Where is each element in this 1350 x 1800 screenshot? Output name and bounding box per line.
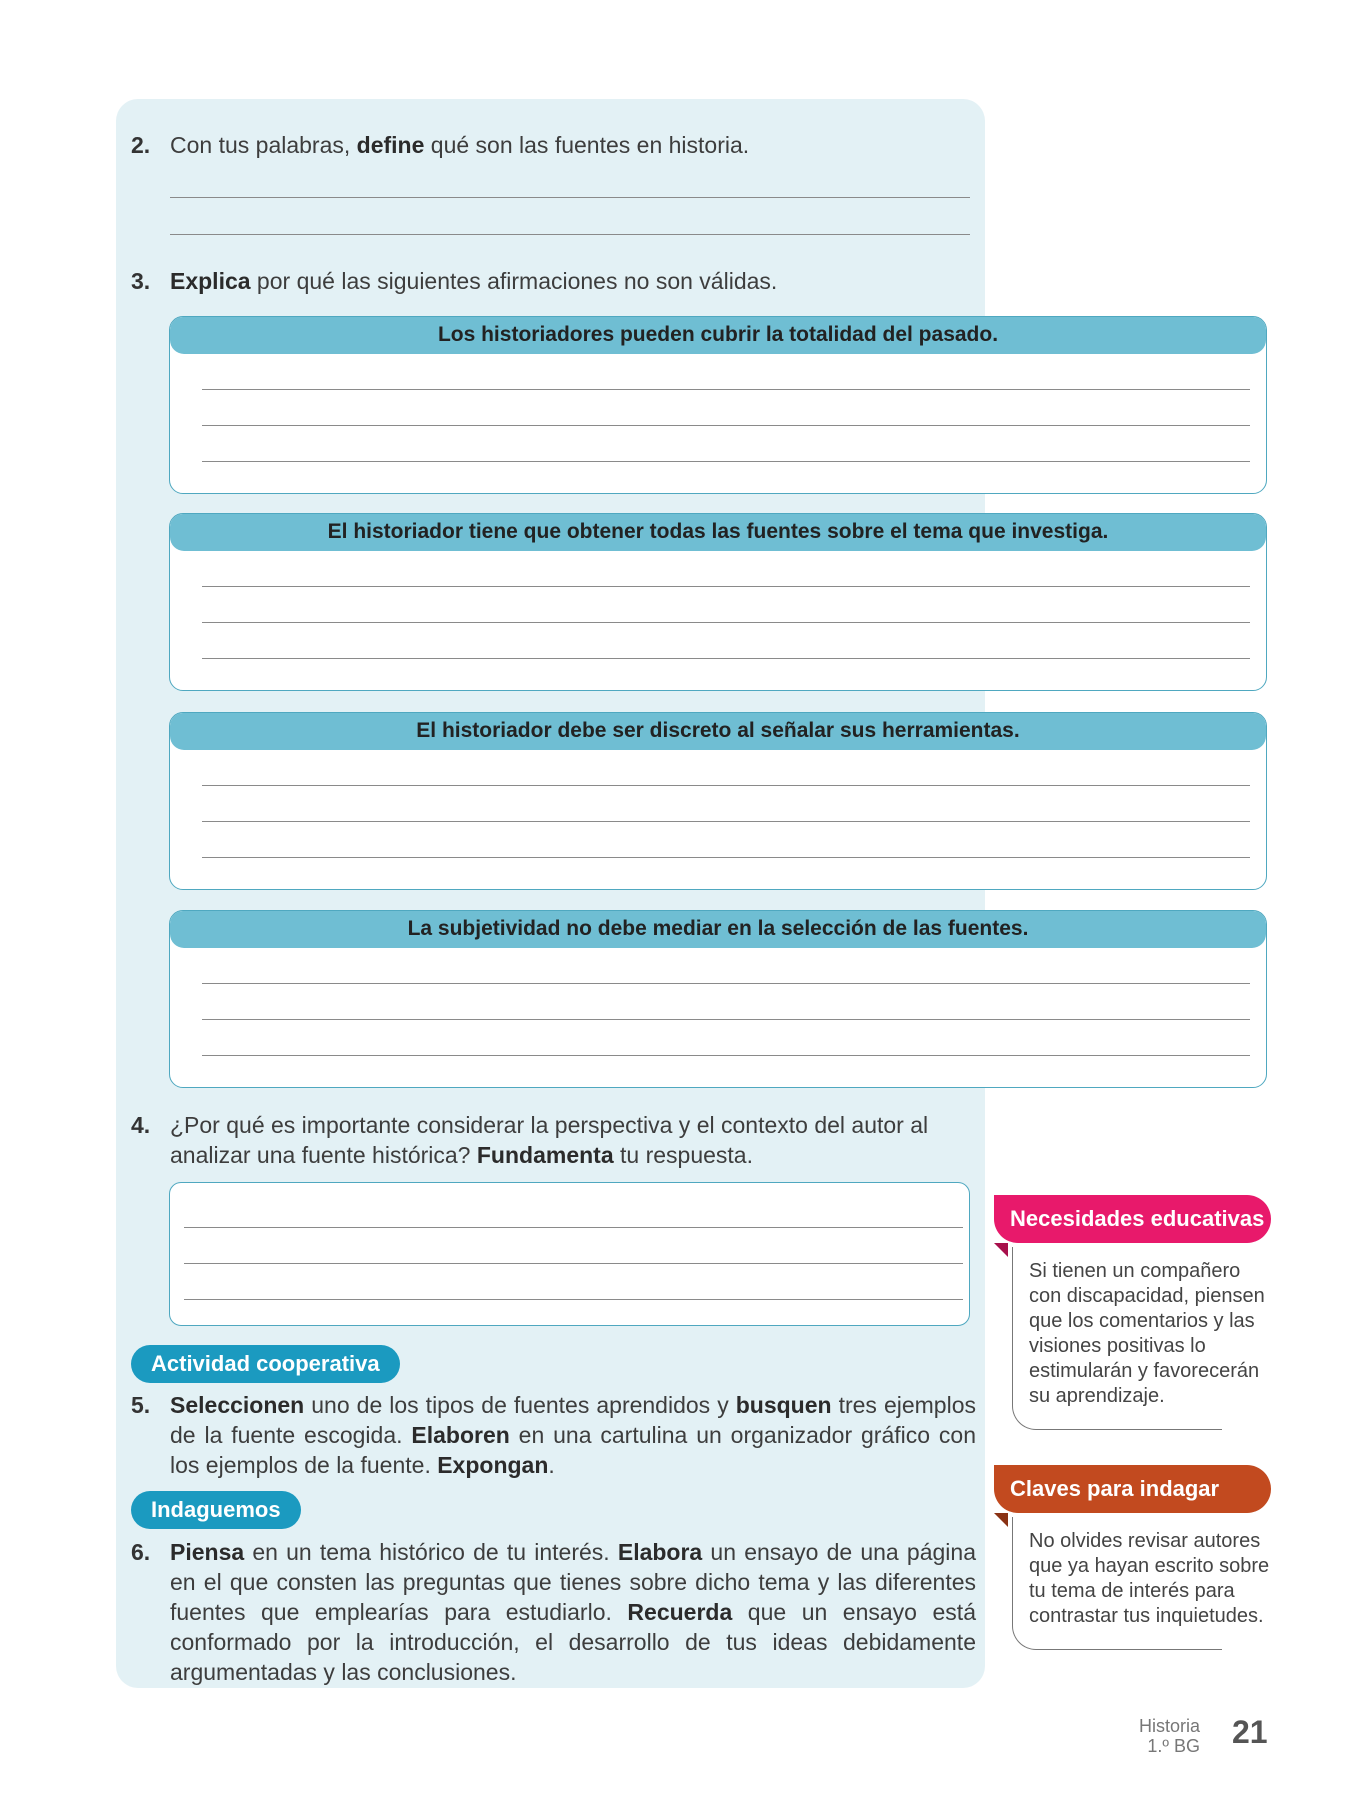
statement-header: Los historiadores pueden cubrir la totalidad del pasado. bbox=[170, 317, 1266, 354]
answer-line[interactable] bbox=[202, 1055, 1250, 1056]
question-number: 3. bbox=[131, 268, 151, 294]
note-body: No olvides revisar autores que ya hayan escrito sobre tu tema de interés para contrastar tus inquietudes. bbox=[1012, 1517, 1222, 1650]
section-label-cooperative: Actividad cooperativa bbox=[131, 1345, 400, 1383]
statement-header: La subjetividad no debe mediar en la selección de las fuentes. bbox=[170, 911, 1266, 948]
answer-line[interactable] bbox=[202, 821, 1250, 822]
note-body: Si tienen un compañero con discapacidad, piensen que los comentarios y las visiones positivas lo estimularán y favorecerán su aprendizaje. bbox=[1012, 1247, 1222, 1430]
question-3: 3. Explica por qué las siguientes afirmaciones no son válidas. bbox=[131, 268, 778, 294]
answer-line[interactable] bbox=[202, 389, 1250, 390]
question-4: 4. ¿Por qué es importante considerar la perspectiva y el contexto del autor al analizar una fuente histórica? Fundamenta tu respuesta. bbox=[131, 1112, 929, 1168]
question-number: 5. bbox=[131, 1392, 151, 1418]
answer-line[interactable] bbox=[202, 622, 1250, 623]
statement-header: El historiador tiene que obtener todas las fuentes sobre el tema que investiga. bbox=[170, 514, 1266, 551]
answer-line[interactable] bbox=[202, 857, 1250, 858]
note-research-keys bbox=[994, 1465, 1271, 1650]
statement-box[interactable] bbox=[169, 910, 1267, 1088]
answer-line[interactable] bbox=[202, 785, 1250, 786]
answer-line[interactable] bbox=[184, 1227, 963, 1228]
answer-line[interactable] bbox=[170, 197, 970, 198]
answer-line[interactable] bbox=[184, 1299, 963, 1300]
answer-box[interactable] bbox=[169, 1182, 970, 1326]
footer-subject: Historia 1.º BG bbox=[1138, 1716, 1200, 1756]
answer-line[interactable] bbox=[170, 234, 970, 235]
answer-line[interactable] bbox=[202, 1019, 1250, 1020]
answer-line[interactable] bbox=[202, 983, 1250, 984]
statement-box[interactable] bbox=[169, 316, 1267, 494]
statement-box[interactable] bbox=[169, 712, 1267, 890]
note-educational-needs bbox=[994, 1195, 1271, 1430]
answer-line[interactable] bbox=[184, 1263, 963, 1264]
question-number: 4. bbox=[131, 1112, 151, 1138]
question-2: 2. Con tus palabras, define qué son las fuentes en historia. bbox=[131, 132, 750, 158]
statement-box[interactable] bbox=[169, 513, 1267, 691]
question-number: 2. bbox=[131, 132, 151, 158]
question-6: 6. Piensa en un tema histórico de tu interés. Elabora un ensayo de una página en el que consten las preguntas que tienes sobre dicho tema y las diferentes fuentes que emplearías para estudiarlo. Recuerda que un ensayo está conformado por la introducción, el desarrollo de tus ideas debidamente argumentadas y las conclusiones. bbox=[131, 1539, 976, 1685]
answer-line[interactable] bbox=[202, 586, 1250, 587]
question-number: 6. bbox=[131, 1539, 151, 1565]
answer-line[interactable] bbox=[202, 461, 1250, 462]
note-title: Claves para indagar bbox=[994, 1465, 1271, 1513]
section-label-research: Indaguemos bbox=[131, 1491, 301, 1529]
question-5: 5. Seleccionen uno de los tipos de fuentes aprendidos y busquen tres ejemplos de la fuente escogida. Elaboren en una cartulina un organizador gráfico con los ejemplos de la fuente. Expongan. bbox=[131, 1392, 976, 1478]
statement-header: El historiador debe ser discreto al señalar sus herramientas. bbox=[170, 713, 1266, 750]
page-number: 21 bbox=[1232, 1714, 1268, 1750]
note-title: Necesidades educativas bbox=[994, 1195, 1271, 1243]
answer-line[interactable] bbox=[202, 425, 1250, 426]
answer-line[interactable] bbox=[202, 658, 1250, 659]
